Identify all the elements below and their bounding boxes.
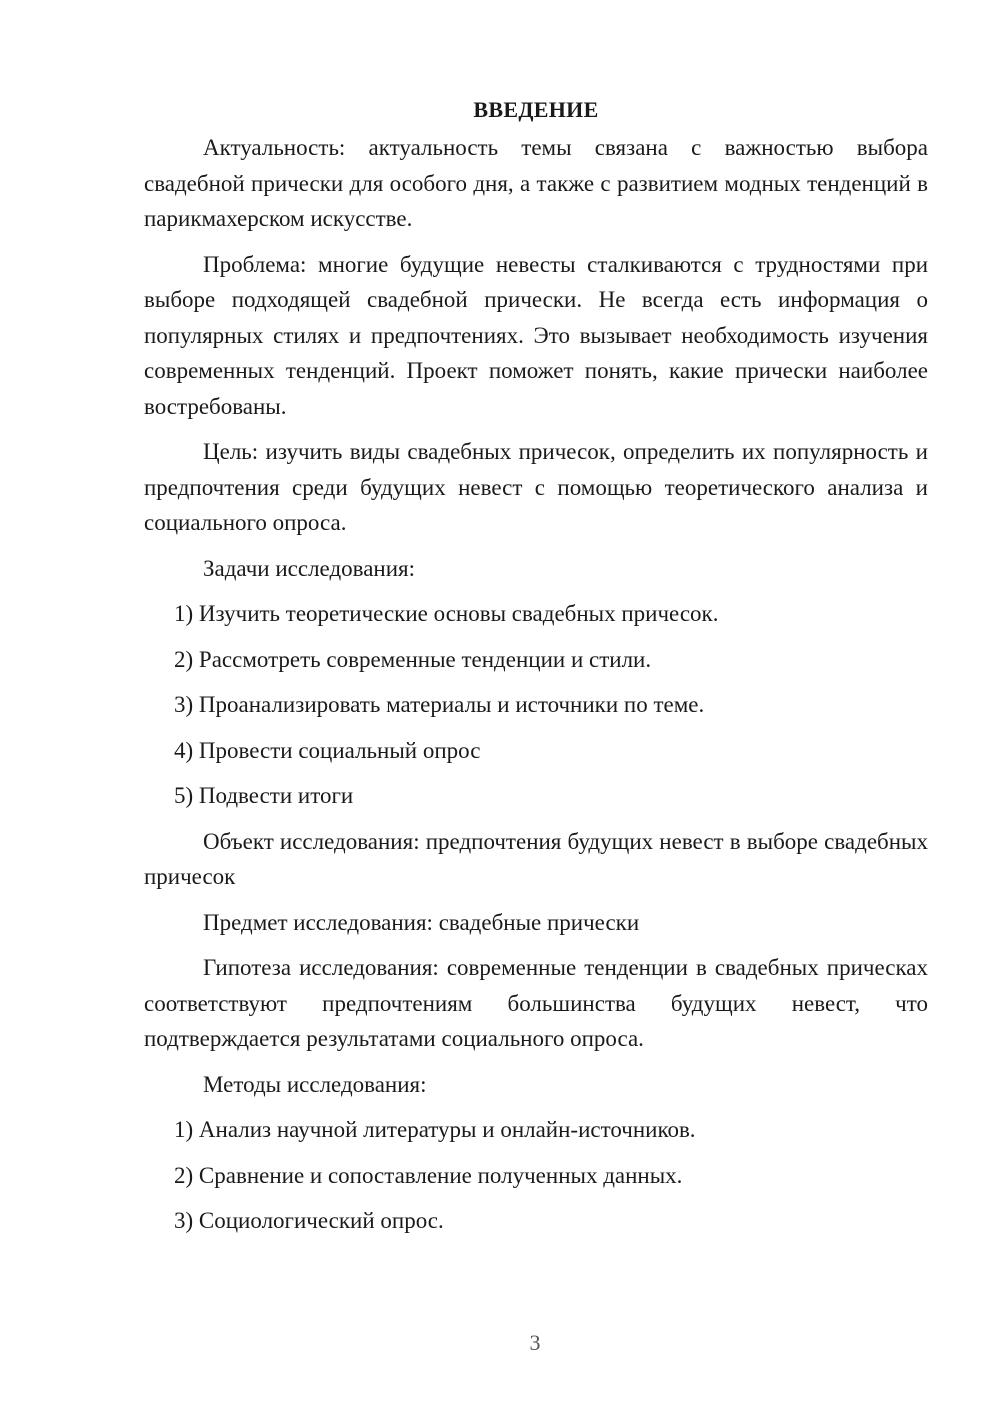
methods-list [144,1112,928,1239]
object-paragraph: Объект исследования: предпочтения будущих невест в выборе свадебных причесок [144,828,928,889]
list-item: 1) Изучить теоретические основы свадебных причесок. [174,601,719,626]
page-content [144,94,928,1249]
problem-paragraph: Проблема: многие будущие невесты сталкиваются с трудностями при выборе подходящей свадебной прически. Не всегда есть информация о популярных стилях и предпочтениях. Это вызывает необходимость изучения современных тенденций. Проект поможет понять, какие прически наиболее востребованы. [144,251,928,419]
methods-heading: Методы исследования: [203,1071,427,1097]
list-item: 3) Проанализировать материалы и источники по теме. [174,692,705,717]
relevance-paragraph: Актуальность: актуальность темы связана с важностью выбора свадебной прически для особого дня, а также с развитием модных тенденций в парикмахерском искусстве. [144,135,928,231]
list-item: 3) Социологический опрос. [174,1208,444,1233]
list-item: 2) Рассмотреть современные тенденции и стили. [174,646,652,672]
page-title: ВВЕДЕНИЕ [473,97,599,122]
list-item: 5) Подвести итоги [174,783,354,808]
subject-paragraph: Предмет исследования: свадебные прически [203,909,640,935]
list-item: 4) Провести социальный опрос [174,737,481,763]
goal-paragraph: Цель: изучить виды свадебных причесок, определить их популярность и предпочтения среди будущих невест с помощью теоретического анализа и социального опроса. [144,439,928,535]
list-item: 1) Анализ научной литературы и онлайн-источников. [174,1117,696,1142]
list-item: 2) Сравнение и сопоставление полученных данных. [174,1162,683,1188]
hypothesis-paragraph: Гипотеза исследования: современные тенденции в свадебных прическах соответствуют предпочтениям большинства будущих невест, что подтверждается результатами социального опроса. [144,955,928,1051]
tasks-heading: Задачи исследования: [203,555,416,581]
tasks-list [144,596,928,814]
page-number: 3 [529,1330,541,1355]
